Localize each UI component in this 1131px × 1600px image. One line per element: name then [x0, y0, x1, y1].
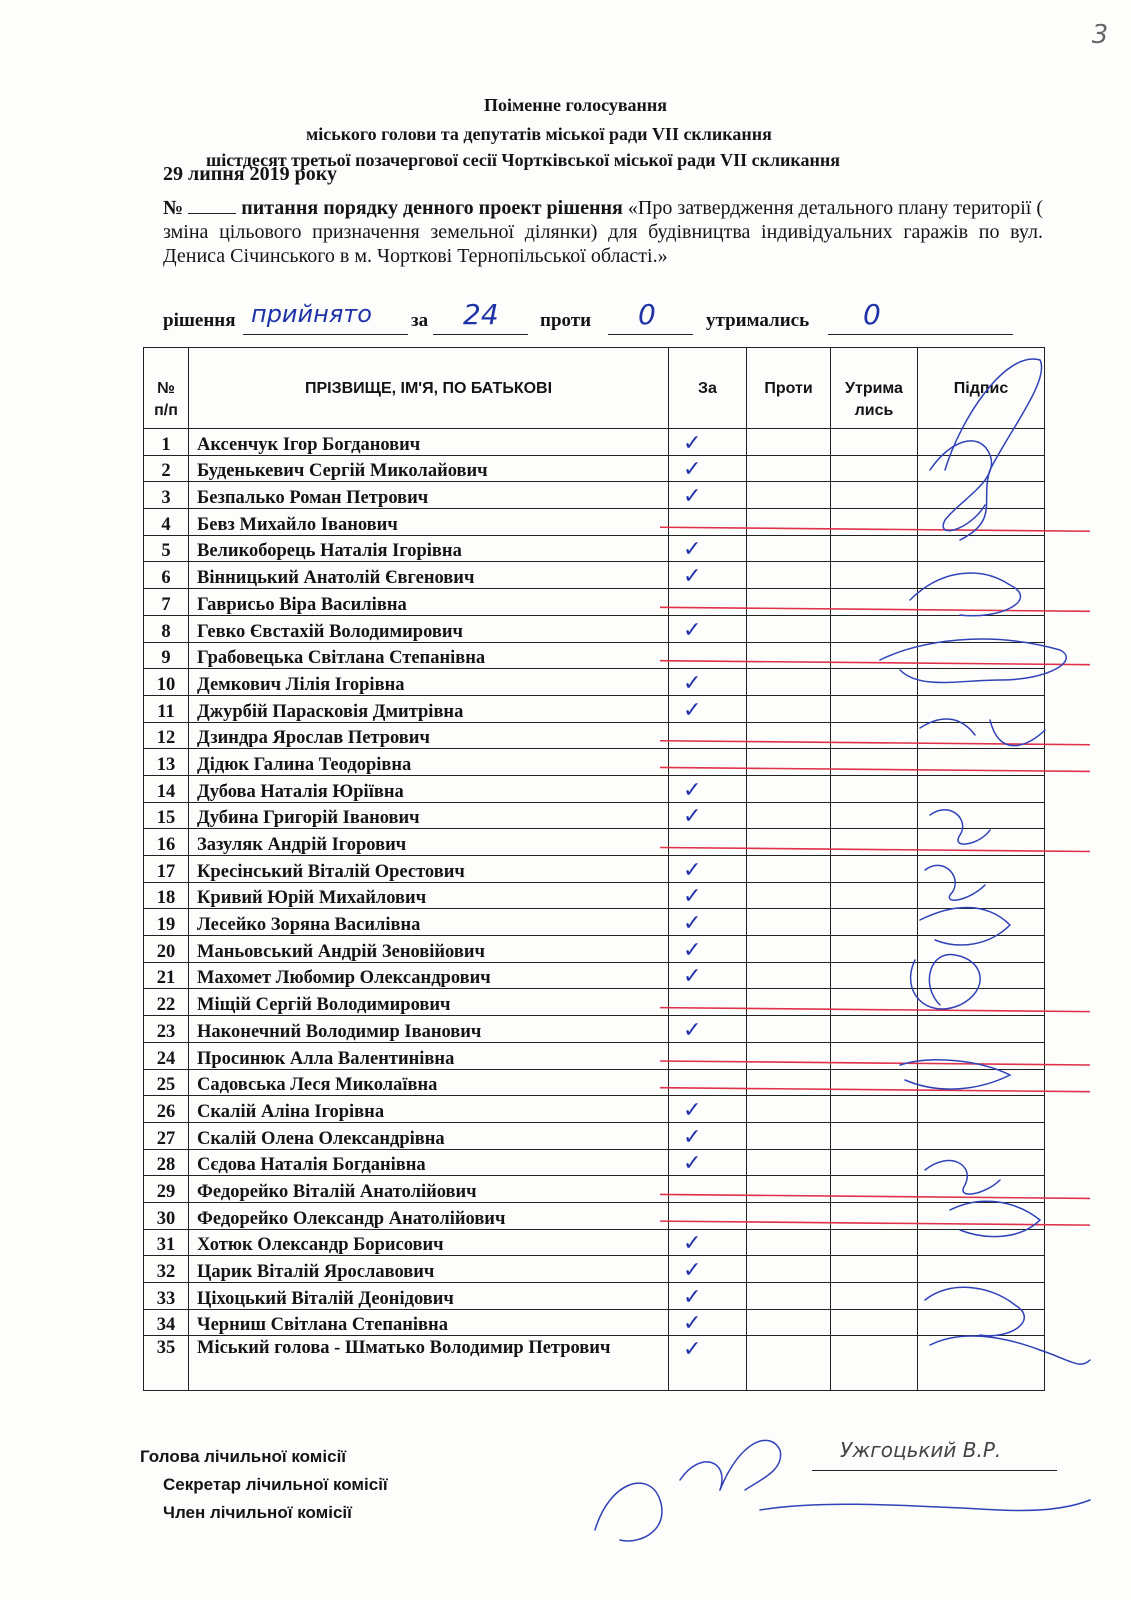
signature-14: [930, 1336, 1090, 1364]
row-number: 31: [144, 1229, 189, 1256]
commission-signature-2: [720, 1440, 781, 1490]
doc-title: Поіменне голосування: [484, 95, 668, 115]
row-number: 5: [144, 535, 189, 562]
row-number: 3: [144, 482, 189, 509]
row-number: 27: [144, 1122, 189, 1149]
row-number: 21: [144, 962, 189, 989]
check-icon: ✓: [683, 670, 702, 696]
check-icon: ✓: [683, 1258, 702, 1283]
row-name: Наконечний Володимир Іванович: [189, 1016, 669, 1043]
row-number: 32: [144, 1256, 189, 1283]
row-number: 22: [144, 989, 189, 1016]
row-name: Безпалько Роман Петрович: [189, 482, 669, 509]
row-name: Гаврисьо Віра Василівна: [189, 589, 669, 616]
commission-member-label: Член лічильної комісії: [163, 1503, 352, 1522]
strike-line: [660, 1194, 1090, 1198]
commission-signature-1: [595, 1462, 722, 1541]
check-icon: ✓: [683, 1017, 702, 1043]
row-name: Міський голова - Шматько Володимир Петрович: [189, 1336, 669, 1391]
row-name: Черниш Світлана Степанівна: [189, 1309, 669, 1336]
against-label: проти: [540, 310, 592, 331]
strike-line: [660, 848, 1090, 852]
signature-4: [880, 639, 1066, 682]
check-icon: ✓: [683, 1311, 702, 1337]
row-name: Садовська Леся Миколаївна: [189, 1069, 669, 1096]
check-icon: ✓: [683, 484, 702, 510]
check-icon: ✓: [683, 1124, 702, 1150]
check-icon: ✓: [683, 697, 702, 723]
row-name: Дзиндра Ярослав Петрович: [189, 722, 669, 749]
row-number: 24: [144, 1042, 189, 1069]
row-name: Зазуляк Андрій Ігорович: [189, 829, 669, 856]
signature-scribbles: [595, 359, 1090, 1541]
row-name: Скалій Аліна Ігорівна: [189, 1096, 669, 1123]
project-item-label: питання порядку денного проект рішення: [241, 197, 623, 219]
commission-signature-3: [760, 1500, 1090, 1511]
row-number: 12: [144, 722, 189, 749]
row-number: 23: [144, 1016, 189, 1043]
row-number: 17: [144, 856, 189, 883]
check-icon: ✓: [683, 1151, 702, 1177]
check-icon: ✓: [683, 430, 702, 456]
row-name: Ціхоцький Віталій Деонідович: [189, 1283, 669, 1310]
row-name: Дубина Григорій Іванович: [189, 802, 669, 829]
doc-date: 29 липня 2019 року: [163, 163, 337, 185]
signature-2: [930, 441, 992, 531]
row-name: Просинюк Алла Валентинівна: [189, 1042, 669, 1069]
row-name: Кресінський Віталій Орестович: [189, 856, 669, 883]
row-number: 6: [144, 562, 189, 589]
row-number: 18: [144, 882, 189, 909]
commission-head-label: Голова лічильної комісії: [140, 1447, 347, 1466]
abstain-label: утримались: [706, 310, 810, 331]
strike-line: [660, 607, 1090, 611]
col-num: № п/п: [144, 348, 189, 429]
row-number: 2: [144, 455, 189, 482]
row-name: Царик Віталій Ярославович: [189, 1256, 669, 1283]
check-icon: ✓: [683, 964, 702, 990]
row-number: 7: [144, 589, 189, 616]
project-number-label: №: [163, 197, 184, 219]
row-name: Аксенчук Ігор Богданович: [189, 429, 669, 456]
check-icon: ✓: [683, 937, 702, 963]
check-icon: ✓: [683, 1231, 702, 1257]
row-number: 28: [144, 1149, 189, 1176]
commission-head-underline: [812, 1470, 1057, 1471]
commission-head-name: Ужгоцький В.Р.: [840, 1438, 1002, 1462]
col-signature: Підпис: [918, 348, 1045, 429]
strike-line: [660, 661, 1090, 665]
row-name: Демкович Лілія Ігорівна: [189, 669, 669, 696]
check-icon: ✓: [683, 857, 702, 883]
against-count: 0: [638, 298, 656, 331]
row-number: 35: [144, 1336, 189, 1391]
check-icon: ✓: [683, 1097, 702, 1123]
check-icon: ✓: [683, 911, 702, 937]
row-name: Маньовський Андрій Зеновійович: [189, 936, 669, 963]
row-name: Великоборець Наталія Ігорівна: [189, 535, 669, 562]
strike-lines: [660, 527, 1090, 1225]
signature-9: [911, 955, 981, 1009]
row-name: Дідюк Галина Теодорівна: [189, 749, 669, 776]
signature-12: [950, 1201, 1040, 1236]
for-count: 24: [463, 298, 499, 331]
row-number: 15: [144, 802, 189, 829]
row-name: Джурбій Парасковія Дмитрівна: [189, 695, 669, 722]
row-name: Міщій Сергій Володимирович: [189, 989, 669, 1016]
signature-1: [945, 359, 1042, 540]
row-name: Федорейко Віталій Анатолійович: [189, 1176, 669, 1203]
row-number: 13: [144, 749, 189, 776]
row-number: 33: [144, 1283, 189, 1310]
check-icon: ✓: [683, 537, 702, 563]
decision-label: рішення: [163, 310, 236, 331]
doc-subtitle-2: шістдесят третьої позачергової сесії Чортківської міської ради VII скликання: [206, 150, 841, 170]
row-name: Дубова Наталія Юріївна: [189, 775, 669, 802]
check-icon: ✓: [683, 884, 702, 910]
col-name: ПРІЗВИЩЕ, ІМ'Я, ПО БАТЬКОВІ: [189, 348, 669, 429]
strike-line: [660, 1088, 1090, 1092]
col-abstain: Утримались: [831, 348, 918, 429]
for-label: за: [411, 310, 429, 331]
row-name: Лесейко Зоряна Василівна: [189, 909, 669, 936]
strike-line: [660, 1061, 1090, 1065]
row-name: Хотюк Олександр Борисович: [189, 1229, 669, 1256]
col-for: За: [669, 348, 747, 429]
page-number: 3: [1091, 20, 1109, 50]
row-number: 14: [144, 775, 189, 802]
col-against: Проти: [747, 348, 831, 429]
project-text: «Про затвердження детального плану території ( зміна цільового призначення земельної ділянки) для будівництва індивідуальних гаражів по вул. Дениса Січинського в м. Чорткові Тернопільської області.»: [163, 197, 1044, 267]
abstain-count: 0: [863, 298, 881, 331]
row-name: Бевз Михайло Іванович: [189, 509, 669, 536]
check-icon: ✓: [683, 564, 702, 590]
row-name: Гевко Євстахій Володимирович: [189, 615, 669, 642]
row-number: 34: [144, 1309, 189, 1336]
row-number: 26: [144, 1096, 189, 1123]
row-number: 4: [144, 509, 189, 536]
row-number: 1: [144, 429, 189, 456]
check-icon: ✓: [683, 804, 702, 830]
decision-outcome: прийнято: [251, 300, 372, 328]
row-number: 8: [144, 615, 189, 642]
row-number: 20: [144, 936, 189, 963]
check-icon: ✓: [683, 777, 702, 803]
strike-line: [660, 1008, 1090, 1012]
row-number: 16: [144, 829, 189, 856]
row-name: Сєдова Наталія Богданівна: [189, 1149, 669, 1176]
signature-8: [920, 908, 1010, 946]
check-icon: ✓: [683, 617, 702, 643]
strike-line: [660, 767, 1090, 771]
row-number: 11: [144, 695, 189, 722]
row-name: Грабовецька Світлана Степанівна: [189, 642, 669, 669]
row-number: 19: [144, 909, 189, 936]
row-number: 30: [144, 1202, 189, 1229]
row-number: 10: [144, 669, 189, 696]
signature-13: [925, 1287, 1024, 1336]
row-number: 25: [144, 1069, 189, 1096]
row-name: Буденькевич Сергій Миколайович: [189, 455, 669, 482]
signature-5: [920, 719, 1045, 746]
row-number: 9: [144, 642, 189, 669]
strike-line: [660, 527, 1090, 531]
row-name: Скалій Олена Олександрівна: [189, 1122, 669, 1149]
row-name: Вінницький Анатолій Євгенович: [189, 562, 669, 589]
strike-line: [660, 1221, 1090, 1225]
commission-secretary-label: Секретар лічильної комісії: [163, 1475, 388, 1494]
check-icon: ✓: [683, 457, 702, 483]
check-icon: ✓: [683, 1337, 702, 1363]
row-name: Федорейко Олександр Анатолійович: [189, 1202, 669, 1229]
row-name: Махомет Любомир Олександрович: [189, 962, 669, 989]
row-number: 29: [144, 1176, 189, 1203]
doc-subtitle-1: міського голови та депутатів міської ради VII скликання: [306, 124, 772, 144]
signature-7: [925, 865, 985, 900]
signature-11: [925, 1161, 1000, 1195]
row-name: Кривий Юрій Михайлович: [189, 882, 669, 909]
check-icon: ✓: [683, 1284, 702, 1310]
signature-6: [930, 810, 990, 844]
